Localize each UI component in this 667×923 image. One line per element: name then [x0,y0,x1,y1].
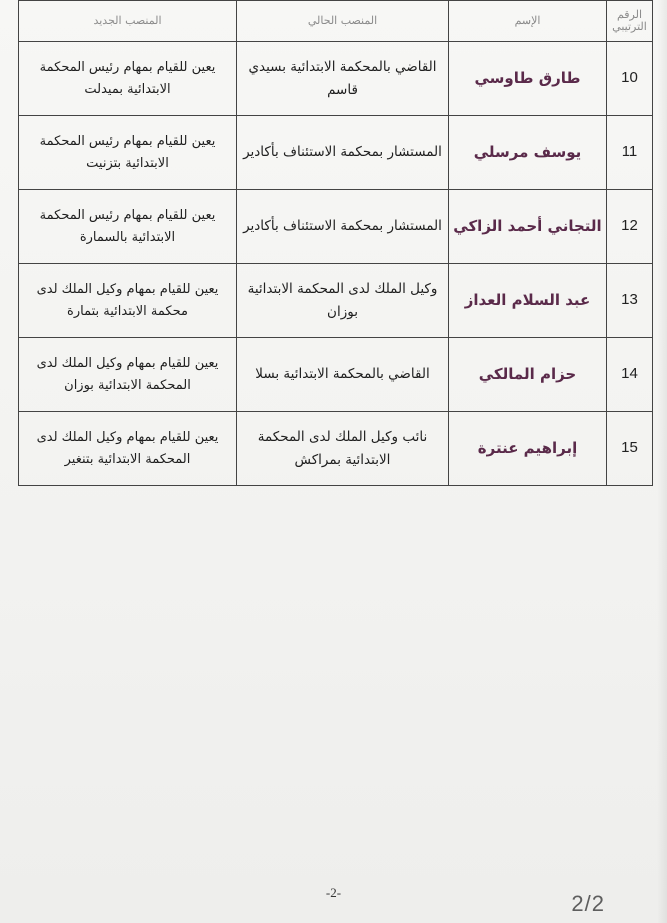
row-number: 12 [607,190,653,264]
row-current-post: المستشار بمحكمة الاستئناف بأكادير [237,116,449,190]
row-name: حزام المالكي [449,338,607,412]
header-current-post: المنصب الحالي [237,1,449,42]
header-new-post: المنصب الجديد [19,1,237,42]
table-row [19,412,653,486]
row-name: طارق طاوسي [449,42,607,116]
row-new-post: يعين للقيام بمهام وكيل الملك لدى محكمة الابتدائية بتمارة [19,264,237,338]
row-current-post: القاضي بالمحكمة الابتدائية بسيدي قاسم [237,42,449,116]
row-current-post: المستشار بمحكمة الاستئناف بأكادير [237,190,449,264]
row-number: 14 [607,338,653,412]
row-new-post: يعين للقيام بمهام رئيس المحكمة الابتدائية بالسمارة [19,190,237,264]
header-number: الرقم الترتيبي [607,1,653,42]
header-name: الإسم [449,1,607,42]
row-new-post: يعين للقيام بمهام وكيل الملك لدى المحكمة الابتدائية بوزان [19,338,237,412]
page-number: -2- [325,885,342,900]
page-counter: 2/2 [571,891,605,916]
table-row [19,42,653,116]
row-new-post: يعين للقيام بمهام رئيس المحكمة الابتدائية بتزنيت [19,116,237,190]
row-number: 11 [607,116,653,190]
row-name: عبد السلام العداز [449,264,607,338]
row-number: 15 [607,412,653,486]
row-current-post: القاضي بالمحكمة الابتدائية بسلا [237,338,449,412]
row-current-post: وكيل الملك لدى المحكمة الابتدائية بوزان [237,264,449,338]
row-name: إبراهيم عنترة [449,412,607,486]
row-number: 13 [607,264,653,338]
appointments-table-container [18,0,652,486]
table-header-row [19,1,653,42]
table-row [19,338,653,412]
row-new-post: يعين للقيام بمهام وكيل الملك لدى المحكمة الابتدائية بتنغير [19,412,237,486]
row-new-post: يعين للقيام بمهام رئيس المحكمة الابتدائية بميدلت [19,42,237,116]
table-row [19,116,653,190]
table-row [19,264,653,338]
row-number: 10 [607,42,653,116]
row-current-post: نائب وكيل الملك لدى المحكمة الابتدائية بمراكش [237,412,449,486]
page-edge-shadow [657,0,667,923]
appointments-table [18,0,653,486]
row-name: يوسف مرسلي [449,116,607,190]
row-name: التجاني أحمد الزاكي [449,190,607,264]
table-row [19,190,653,264]
